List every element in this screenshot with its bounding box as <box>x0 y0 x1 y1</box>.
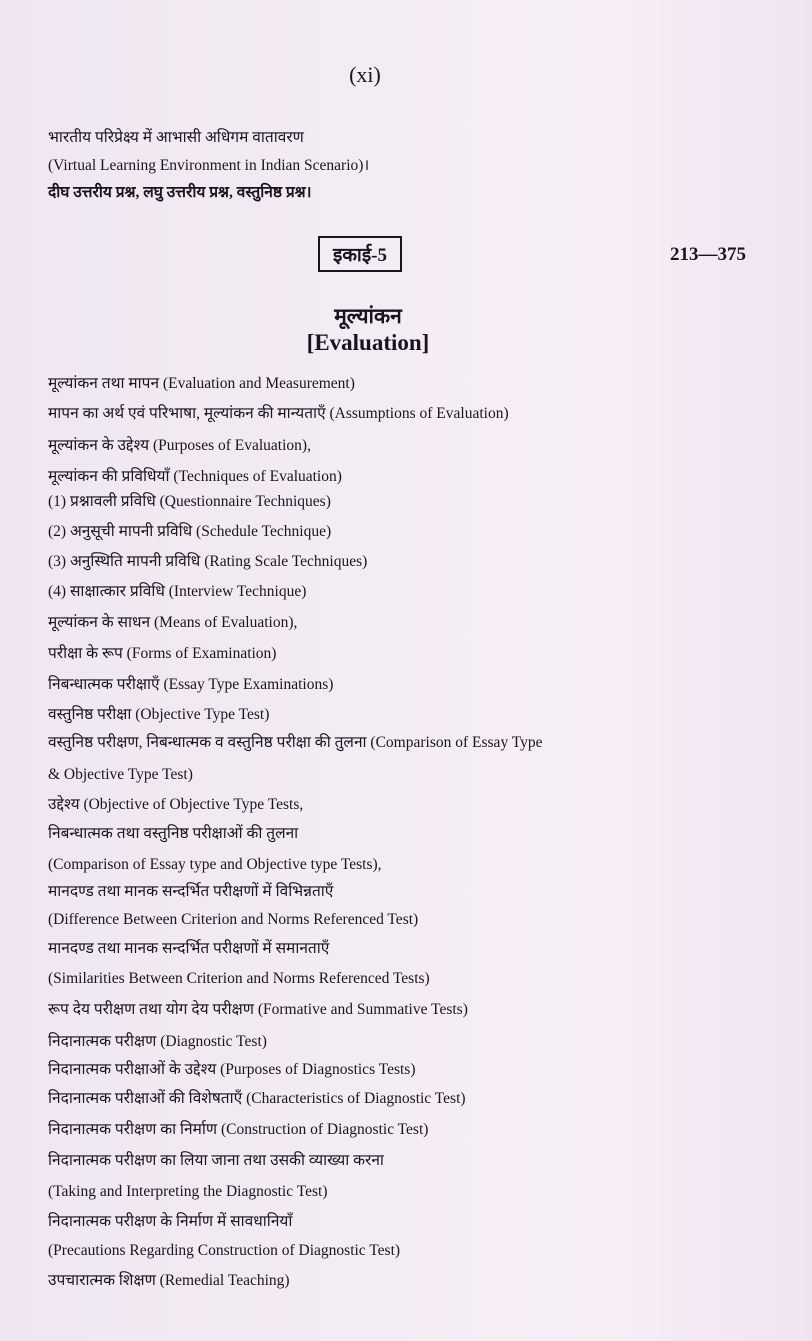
intro-line-3: दीघ उत्तरीय प्रश्न, लघु उत्तरीय प्रश्न, वस्तुनिष्ठ प्रश्न। <box>48 184 312 201</box>
contents-line: (Similarities Between Criterion and Norms Referenced Tests) <box>48 970 430 987</box>
contents-line: उद्देश्य (Objective of Objective Type Tests, <box>48 796 304 813</box>
contents-line: रूप देय परीक्षण तथा योग देय परीक्षण (Formative and Summative Tests) <box>48 1001 468 1018</box>
contents-line: परीक्षा के रूप (Forms of Examination) <box>48 645 277 662</box>
intro-line-2: (Virtual Learning Environment in Indian Scenario)। <box>48 157 370 174</box>
unit-page-range: 213—375 <box>670 244 746 265</box>
contents-line: निदानात्मक परीक्षण के निर्माण में सावधानियाँ <box>48 1213 293 1230</box>
contents-line: (Difference Between Criterion and Norms Referenced Test) <box>48 911 419 928</box>
unit-label: इकाई-5 <box>333 245 387 266</box>
contents-line: निदानात्मक परीक्षाओं की विशेषताएँ (Characteristics of Diagnostic Test) <box>48 1090 466 1107</box>
contents-line: उपचारात्मक शिक्षण (Remedial Teaching) <box>48 1272 290 1289</box>
contents-line: निदानात्मक परीक्षण (Diagnostic Test) <box>48 1033 267 1050</box>
contents-line: वस्तुनिष्ठ परीक्षा (Objective Type Test) <box>48 706 270 723</box>
contents-line: (Comparison of Essay type and Objective type Tests), <box>48 856 382 873</box>
contents-line: निदानात्मक परीक्षाओं के उद्देश्य (Purposes of Diagnostics Tests) <box>48 1061 416 1078</box>
contents-line: (2) अनुसूची मापनी प्रविधि (Schedule Technique) <box>48 523 332 540</box>
contents-line: (1) प्रश्नावली प्रविधि (Questionnaire Techniques) <box>48 493 331 510</box>
contents-line: (3) अनुस्थिति मापनी प्रविधि (Rating Scale Techniques) <box>48 553 368 570</box>
contents-line: निबन्धात्मक परीक्षाएँ (Essay Type Examinations) <box>48 676 334 693</box>
contents-line: निबन्धात्मक तथा वस्तुनिष्ठ परीक्षाओं की तुलना <box>48 825 299 842</box>
contents-line: & Objective Type Test) <box>48 766 193 783</box>
contents-line: (Precautions Regarding Construction of Diagnostic Test) <box>48 1242 401 1259</box>
contents-line: मानदण्ड तथा मानक सन्दर्भित परीक्षणों में विभिन्नताएँ <box>48 883 334 900</box>
contents-line: (4) साक्षात्कार प्रविधि (Interview Technique) <box>48 583 307 600</box>
unit-title-english: [Evaluation] <box>306 330 430 355</box>
intro-line-1: भारतीय परिप्रेक्ष्य में आभासी अधिगम वातावरण <box>48 129 304 146</box>
contents-line: मानदण्ड तथा मानक सन्दर्भित परीक्षणों में समानताएँ <box>48 940 330 957</box>
contents-line: निदानात्मक परीक्षण का निर्माण (Construction of Diagnostic Test) <box>48 1121 429 1138</box>
contents-line: मूल्यांकन की प्रविधियाँ (Techniques of Evaluation) <box>48 468 342 485</box>
contents-line: मूल्यांकन तथा मापन (Evaluation and Measurement) <box>48 375 355 392</box>
unit-label-box <box>318 236 402 272</box>
contents-line: वस्तुनिष्ठ परीक्षण, निबन्धात्मक व वस्तुनिष्ठ परीक्षा की तुलना (Comparison of Essay Type <box>48 734 543 751</box>
contents-line: मूल्यांकन के उद्देश्य (Purposes of Evaluation), <box>48 437 311 454</box>
contents-line: मापन का अर्थ एवं परिभाषा, मूल्यांकन की मान्यताएँ (Assumptions of Evaluation) <box>48 405 509 422</box>
unit-title-hindi: मूल्यांकन <box>334 304 402 328</box>
contents-line: मूल्यांकन के साधन (Means of Evaluation), <box>48 614 298 631</box>
contents-line: निदानात्मक परीक्षण का लिया जाना तथा उसकी व्याख्या करना <box>48 1152 384 1169</box>
contents-line: (Taking and Interpreting the Diagnostic Test) <box>48 1183 328 1200</box>
page-number: (xi) <box>349 62 381 87</box>
